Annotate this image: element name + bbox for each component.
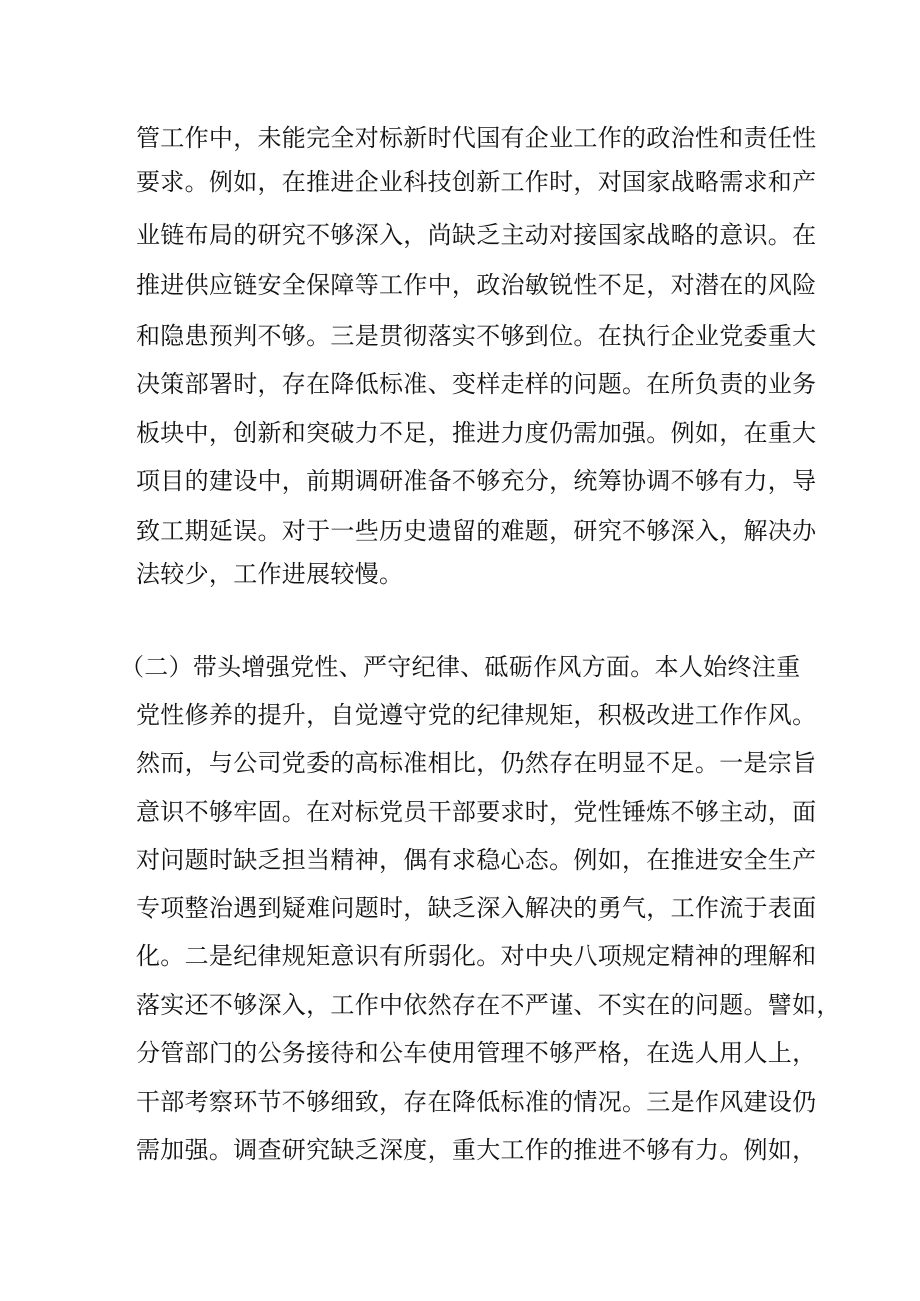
paragraph-1-line: 管工作中，未能完全对标新时代国有企业工作的政治性和责任性 <box>136 124 817 152</box>
paragraph-2-line: 化。二是纪律规矩意识有所弱化。对中央八项规定精神的理解和 <box>136 942 817 970</box>
paragraph-2-line: 然而，与公司党委的高标准相比，仍然存在明显不足。一是宗旨 <box>136 749 817 777</box>
paragraph-1-line: 板块中，创新和突破力不足，推进力度仍需加强。例如，在重大 <box>136 419 817 447</box>
paragraph-1-line: 项目的建设中，前期调研准备不够充分，统筹协调不够有力，导 <box>136 467 817 495</box>
paragraph-2-line: 对问题时缺乏担当精神，偶有求稳心态。例如，在推进安全生产 <box>136 846 817 874</box>
paragraph-2-line: 分管部门的公务接待和公车使用管理不够严格，在选人用人上， <box>136 1039 817 1067</box>
paragraph-1-line: 要求。例如，在推进企业科技创新工作时，对国家战略需求和产 <box>136 168 817 196</box>
paragraph-2-line: 专项整治遇到疑难问题时，缺乏深入解决的勇气，工作流于表面 <box>136 894 817 922</box>
paragraph-1-line: 业链布局的研究不够深入，尚缺乏主动对接国家战略的意识。在 <box>136 221 817 249</box>
paragraph-1-line: 决策部署时，存在降低标准、变样走样的问题。在所负责的业务 <box>136 370 817 398</box>
paragraph-2-line: 党性修养的提升，自觉遵守党的纪律规矩，积极改进工作作风。 <box>136 701 817 729</box>
paragraph-1-line: 致工期延误。对于一些历史遗留的难题，研究不够深入，解决办 <box>136 517 817 545</box>
paragraph-2-line: 需加强。调查研究缺乏深度，重大工作的推进不够有力。例如， <box>136 1136 817 1164</box>
paragraph-1-line: 法较少，工作进展较慢。 <box>136 560 404 588</box>
paragraph-2-line: 干部考察环节不够细致，存在降低标准的情况。三是作风建设仍 <box>136 1088 817 1116</box>
paragraph-1-line: 和隐患预判不够。三是贯彻落实不够到位。在执行企业党委重大 <box>136 322 817 350</box>
paragraph-2-line: 落实还不够深入，工作中依然存在不严谨、不实在的问题。譬如， <box>136 991 841 1019</box>
paragraph-1-line: 推进供应链安全保障等工作中，政治敏锐性不足，对潜在的风险 <box>136 271 817 299</box>
paragraph-2-line: 意识不够牢固。在对标党员干部要求时，党性锤炼不够主动，面 <box>136 798 817 826</box>
paragraph-2-line: （二）带头增强党性、严守纪律、砥砺作风方面。本人始终注重 <box>120 653 801 681</box>
